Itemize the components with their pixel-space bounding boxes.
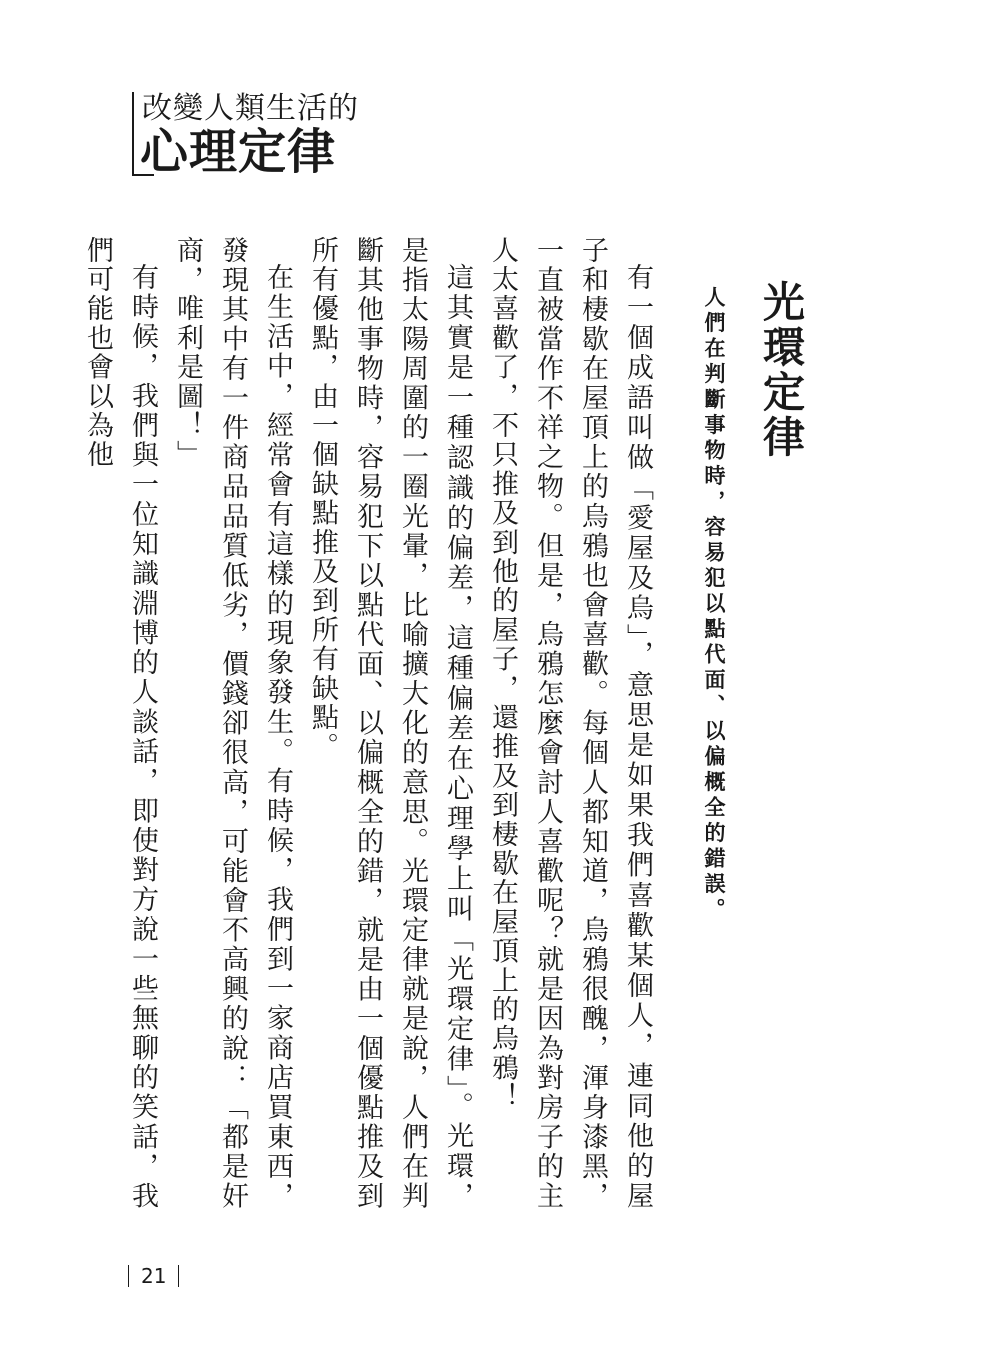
book-title: 心理定律 bbox=[140, 124, 337, 180]
page-body bbox=[82, 236, 806, 1211]
page-number-right-rule bbox=[178, 1265, 179, 1287]
page-number bbox=[128, 1262, 179, 1290]
chapter-title: 光環定律 bbox=[757, 280, 806, 460]
page-number-text: 21 bbox=[141, 1264, 167, 1288]
chapter-lead: 人們在判斷事物時，容易犯以點代面、以偏概全的錯誤。 bbox=[702, 286, 726, 924]
body-paragraph-4: 有時候，我們與一位知識淵博的人談話，即使對方說一些無聊的笑話，我們可能也會以為他 bbox=[82, 236, 158, 1211]
book-header bbox=[132, 92, 372, 178]
book-subtitle: 改變人類生活的 bbox=[142, 91, 359, 126]
body-paragraph-2: 這其實是一種認識的偏差，這種偏差在心理學上叫「光環定律」。光環，是指太陽周圍的一圈光暈，比喻擴大化的意思。光環定律就是說，人們在判斷其他事物時，容易犯下以點代面、以偏概全的錯，就是由一個優點推及到所有優點，由一個缺點推及到所有缺點。 bbox=[307, 236, 473, 1211]
body-paragraph-3: 在生活中，經常會有這樣的現象發生。有時候，我們到一家商店買東西，發現其中有一件商品品質低劣，價錢卻很高，可能會不高興的說：「都是奸商，唯利是圖！」 bbox=[172, 236, 293, 1211]
header-bar-decoration bbox=[132, 92, 134, 176]
page-number-left-rule bbox=[128, 1265, 129, 1287]
body-paragraph-1: 有一個成語叫做「愛屋及烏」，意思是如果我們喜歡某個人，連同他的屋子和棲歇在屋頂上的烏鴉也會喜歡。每個人都知道，烏鴉很醜，渾身漆黑，一直被當作不祥之物。但是，烏鴉怎麼會討人喜歡呢？就是因為對房子的主人太喜歡了，不只推及到他的屋子，還推及到棲歇在屋頂上的烏鴉！ bbox=[487, 236, 653, 1211]
